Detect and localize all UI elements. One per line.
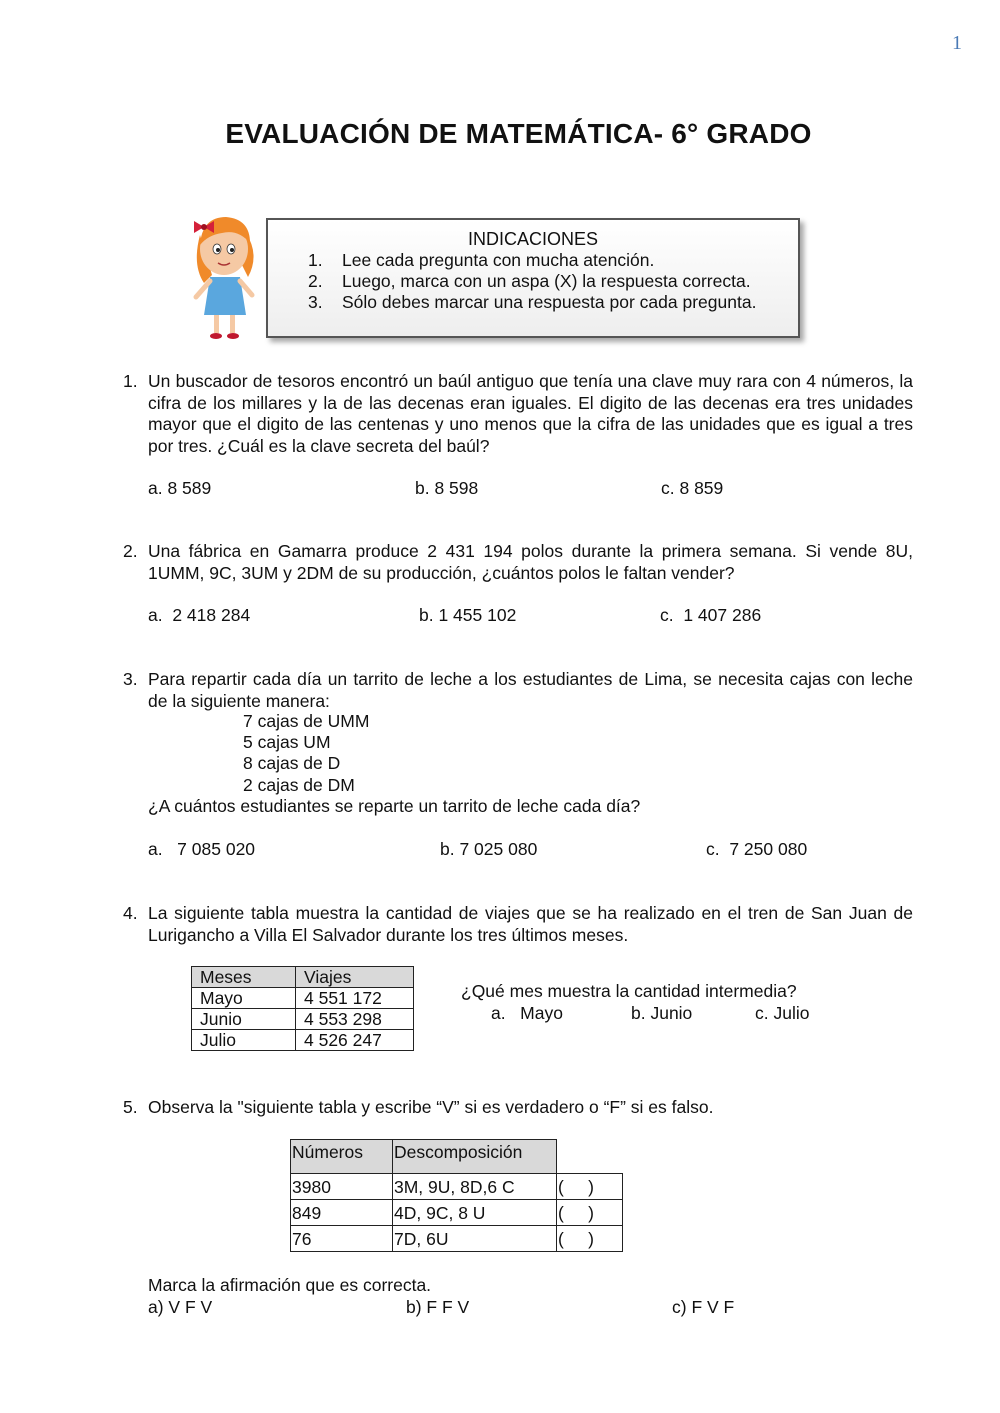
table-row: 3980 3M, 9U, 8D,6 C ( ): [291, 1174, 623, 1200]
table-row: 76 7D, 6U ( ): [291, 1226, 623, 1252]
table-row: 849 4D, 9C, 8 U ( ): [291, 1200, 623, 1226]
q5-option-a[interactable]: a) V F V: [148, 1297, 213, 1317]
page-title: EVALUACIÓN DE MATEMÁTICA- 6° GRADO: [225, 118, 812, 149]
q3-list-item: 2 cajas de DM: [243, 775, 355, 795]
decomposition-table: [290, 1139, 623, 1252]
question-4: 4. La siguiente tabla muestra la cantidad de viajes que se ha realizado en el tren de San Juan de Lurigancho a Villa El Salvador durante los tres últimos meses.: [123, 903, 913, 945]
q3-list-item: 5 cajas UM: [243, 732, 331, 752]
table-row: Mayo 4 551 172: [192, 988, 414, 1009]
q3-list-item: 7 cajas de UMM: [243, 711, 370, 731]
instruction-item: 1. Lee cada pregunta con mucha atención.: [308, 250, 655, 270]
trips-table: [191, 966, 414, 1051]
q4-option-a[interactable]: a. Mayo: [491, 1003, 563, 1023]
question-2-text: Una fábrica en Gamarra produce 2 431 194 polos durante la primera semana. Si vende 8U, 1UMM, 9C, 3UM y 2DM de su producción, ¿cuántos polos le faltan vender?: [148, 541, 913, 583]
q2-option-c[interactable]: c. 1 407 286: [660, 605, 762, 625]
question-1-text: Un buscador de tesoros encontró un baúl antiguo que tenía una clave muy rara con 4 números, la cifra de los millares y la de las decenas eran iguales. El digito de las decenas era tres unidades mayor que el digito de las centenas y uno menos que la cifra de las unidades que es igual a tres por tres. ¿Cuál es la clave secreta del baúl?: [148, 371, 913, 456]
instruction-item: 3. Sólo debes marcar una respuesta por cada pregunta.: [308, 292, 757, 312]
question-1: 1. Un buscador de tesoros encontró un baúl antiguo que tenía una clave muy rara con 4 números, la cifra de los millares y la de las decenas eran iguales. El digito de las decenas era tres unidades mayor que el digito de las centenas y uno menos que la cifra de las unidades que es igual a tres por tres. ¿Cuál es la clave secreta del baúl?: [123, 371, 913, 456]
answer-box[interactable]: ( ): [557, 1200, 623, 1226]
q1-option-c[interactable]: c. 8 859: [661, 478, 724, 498]
table-header-row: Meses Viajes: [192, 967, 414, 988]
question-3-text: Para repartir cada día un tarrito de leche a los estudiantes de Lima, se necesita cajas con leche de la siguiente manera:: [148, 669, 913, 711]
answer-box[interactable]: ( ): [557, 1174, 623, 1200]
q4-option-b[interactable]: b. Junio: [631, 1003, 693, 1023]
page-number: 1: [952, 32, 962, 54]
girl-illustration: [186, 205, 266, 345]
table-header-row: Números Descomposición: [291, 1140, 623, 1174]
instructions-box: [266, 218, 800, 338]
q3-question: ¿A cuántos estudiantes se reparte un tarrito de leche cada día?: [148, 796, 641, 816]
q5-option-c[interactable]: c) F V F: [672, 1297, 735, 1317]
q3-option-b[interactable]: b. 7 025 080: [440, 839, 538, 859]
question-3: 3. Para repartir cada día un tarrito de leche a los estudiantes de Lima, se necesita cajas con leche de la siguiente manera:: [123, 669, 913, 711]
question-2: 2. Una fábrica en Gamarra produce 2 431 194 polos durante la primera semana. Si vende 8U, 1UMM, 9C, 3UM y 2DM de su producción, ¿cuántos polos le faltan vender?: [123, 541, 913, 583]
q5-prompt: Marca la afirmación que es correcta.: [148, 1275, 432, 1295]
q2-option-b[interactable]: b. 1 455 102: [419, 605, 517, 625]
q4-option-c[interactable]: c. Julio: [755, 1003, 810, 1023]
table-row: Junio 4 553 298: [192, 1009, 414, 1030]
q3-option-c[interactable]: c. 7 250 080: [706, 839, 808, 859]
instructions-title: INDICACIONES: [467, 229, 599, 249]
instruction-item: 2. Luego, marca con un aspa (X) la respuesta correcta.: [308, 271, 751, 291]
q3-list-item: 8 cajas de D: [243, 753, 341, 773]
answer-box[interactable]: ( ): [557, 1226, 623, 1252]
q1-option-a[interactable]: a. 8 589: [148, 478, 212, 498]
table-row: Julio 4 526 247: [192, 1030, 414, 1051]
q4-question: ¿Qué mes muestra la cantidad intermedia?: [461, 981, 797, 1001]
q2-option-a[interactable]: a. 2 418 284: [148, 605, 251, 625]
q1-option-b[interactable]: b. 8 598: [415, 478, 479, 498]
question-5-text: Observa la "siguiente tabla y escribe “V” si es verdadero o “F” si es falso.: [148, 1097, 714, 1117]
question-4-text: La siguiente tabla muestra la cantidad de viajes que se ha realizado en el tren de San Juan de Lurigancho a Villa El Salvador durante los tres últimos meses.: [148, 903, 913, 945]
question-5: 5. Observa la "siguiente tabla y escribe “V” si es verdadero o “F” si es falso.: [123, 1097, 913, 1119]
q3-option-a[interactable]: a. 7 085 020: [148, 839, 256, 859]
q5-option-b[interactable]: b) F F V: [406, 1297, 470, 1317]
